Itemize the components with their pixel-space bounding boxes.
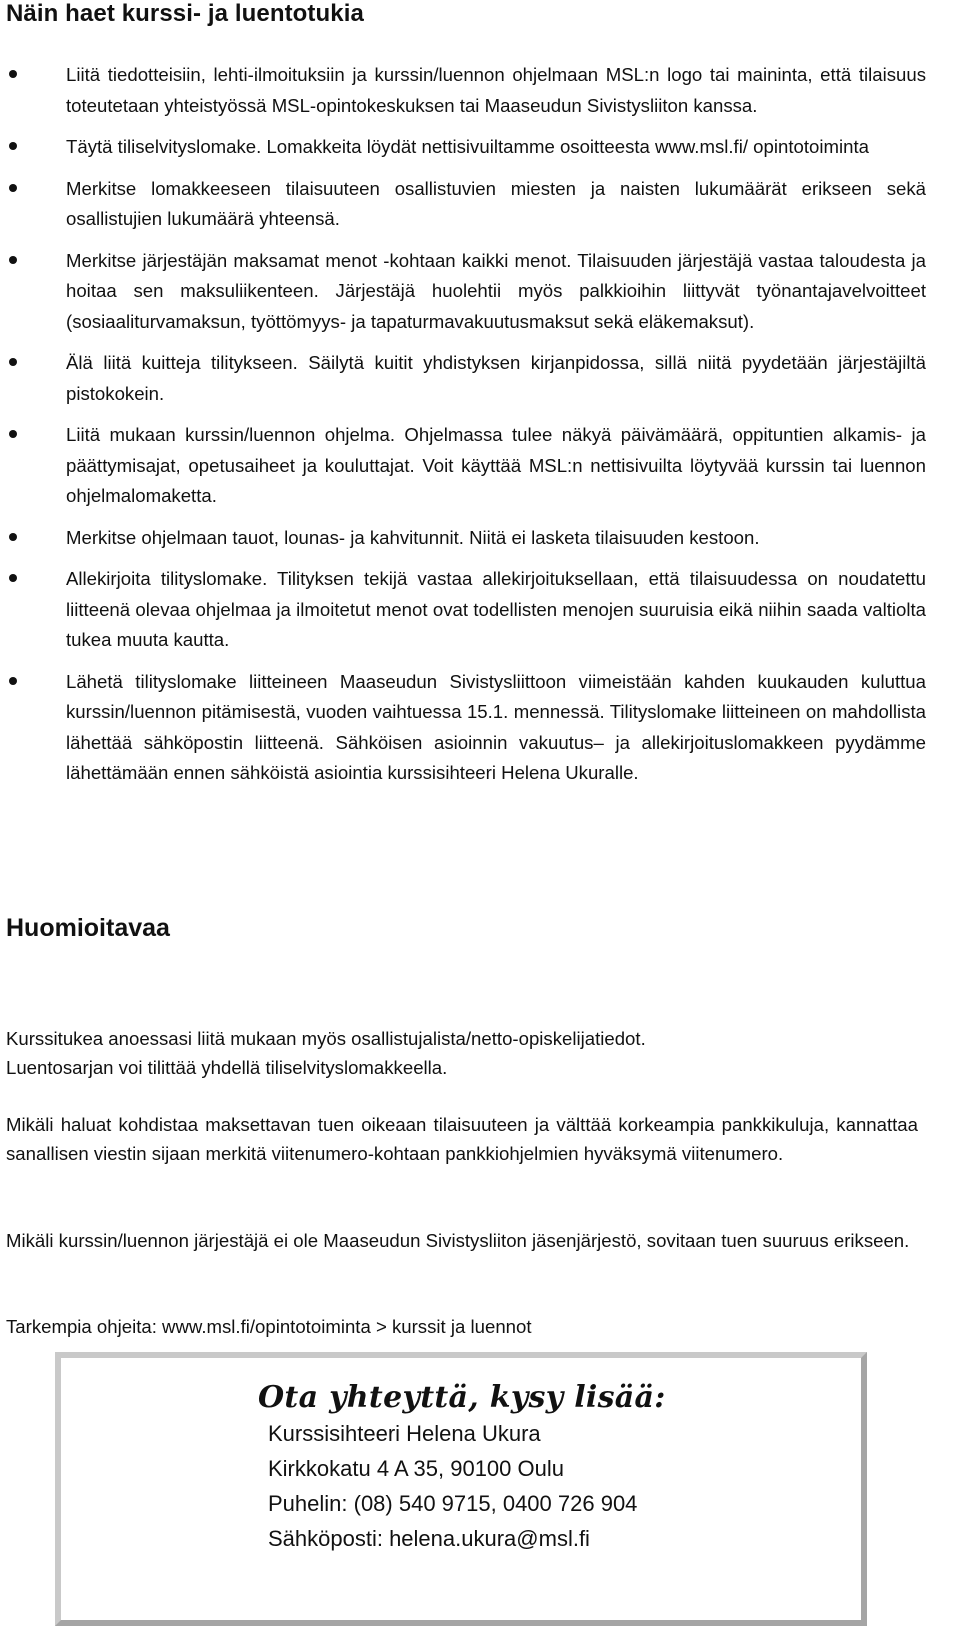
instruction-text: Allekirjoita tilityslomake. Tilityksen tekijä vastaa allekirjoituksellaan, että tilaisuudessa on noudatettu liitteenä olevaa ohjelmaa ja ilmoitetut menot ovat todellisten menojen suuruisia eikä niihin saada valtiolta tukea muuta kautta. bbox=[66, 568, 926, 650]
instruction-text: Merkitse ohjelmaan tauot, lounas- ja kahvitunnit. Niitä ei lasketa tilaisuuden kestoon. bbox=[66, 526, 760, 548]
bullet-icon bbox=[9, 256, 17, 264]
instruction-item bbox=[0, 564, 926, 656]
instruction-text: Merkitse järjestäjän maksamat menot -kohtaan kaikki menot. Tilaisuuden järjestäjä vastaa taloudesta ja hoitaa sen maksuliikenteen. Järjestäjä huolehtii myös palkkioihin liittyvät työnantajavelvoitteet (sosiaaliturvamaksun, työttömyys- ja tapaturmavakuutusmaksut sekä eläkemaksut). bbox=[66, 249, 926, 332]
contact-phone: Puhelin: (08) 540 9715, 0400 726 904 bbox=[268, 1491, 638, 1516]
instruction-item bbox=[0, 667, 926, 789]
bullet-icon bbox=[9, 574, 17, 582]
instruction-item bbox=[0, 60, 926, 121]
bullet-icon bbox=[9, 142, 17, 150]
instruction-text: Täytä tiliselvityslomake. Lomakkeita löydät nettisivuiltamme osoitteesta www.msl.fi/ opintotoiminta bbox=[66, 136, 869, 157]
contact-address: Kirkkokatu 4 A 35, 90100 Oulu bbox=[268, 1456, 564, 1481]
instruction-item bbox=[0, 246, 926, 338]
bullet-icon bbox=[9, 184, 17, 192]
instruction-text: Liitä tiedotteisiin, lehti-ilmoituksiin ja kurssin/luennon ohjelmaan MSL:n logo tai maininta, että tilaisuus toteutetaan yhteistyössä MSL-opintokeskuksen tai Maaseudun Sivistysliiton kanssa. bbox=[66, 64, 926, 116]
notes-heading: Huomioitavaa bbox=[6, 914, 170, 942]
instruction-text: Liitä mukaan kurssin/luennon ohjelma. Ohjelmassa tulee näkyä päivämäärä, oppituntien alkamis- ja päättymisajat, opetusaiheet ja kouluttajat. Voit käyttää MSL:n nettisivuilta löytyvää kurssin tai luennon ohjelmalomaketta. bbox=[66, 424, 926, 506]
notes-paragraph-2: Mikäli haluat kohdistaa maksettavan tuen oikeaan tilaisuuteen ja välttää korkeampia pankkikuluja, kannattaa sanallisen viestin sijaan merkitä viitenumero-kohtaan pankkiohjelmien hyväksymä viitenumero. bbox=[6, 1114, 918, 1164]
instruction-list bbox=[0, 60, 960, 800]
notes-paragraph-4: Tarkempia ohjeita: www.msl.fi/opintotoiminta > kurssit ja luennot bbox=[6, 1316, 532, 1337]
instruction-text: Lähetä tilityslomake liitteineen Maaseudun Sivistysliittoon viimeistään kahden kuukauden kuluttua kurssin/luennon pitämisestä, vuoden vaihtuessa 15.1. mennessä. Tilityslomake liitteineen on mahdollista lähettää sähköpostin liitteenä. Sähköisen asioinnin vakuutus– ja allekirjoituslomakkeen pyydämme lähettämään ennen sähköistä asiointia kurssisihteeri Helena Ukuralle. bbox=[66, 670, 926, 783]
instruction-item bbox=[0, 420, 926, 512]
bullet-icon bbox=[9, 677, 17, 685]
notes-line: Luentosarjan voi tilittää yhdellä tiliselvityslomakkeella. bbox=[6, 1057, 448, 1078]
contact-box bbox=[55, 1352, 867, 1626]
instruction-item bbox=[0, 174, 926, 235]
notes-paragraph-1 bbox=[6, 1024, 918, 1082]
instruction-text: Merkitse lomakkeeseen tilaisuuteen osallistuvien miesten ja naisten lukumäärät erikseen sekä osallistujien lukumäärä yhteensä. bbox=[66, 177, 926, 229]
instruction-text: Älä liitä kuitteja tilitykseen. Säilytä kuitit yhdistyksen kirjanpidossa, sillä niitä pyydetään järjestäjiltä pistokokein. bbox=[66, 352, 926, 404]
instruction-item bbox=[0, 132, 926, 163]
instruction-item bbox=[0, 348, 926, 409]
contact-name: Kurssisihteeri Helena Ukura bbox=[268, 1421, 541, 1446]
contact-heading: Ota yhteyttä, kysy lisää: bbox=[258, 1380, 666, 1415]
contact-details bbox=[268, 1416, 637, 1556]
contact-email: Sähköposti: helena.ukura@msl.fi bbox=[268, 1526, 590, 1551]
instruction-item bbox=[0, 523, 926, 554]
bullet-icon bbox=[9, 533, 17, 541]
page-title: Näin haet kurssi- ja luentotukia bbox=[6, 0, 364, 27]
bullet-icon bbox=[9, 358, 17, 366]
notes-paragraph-3: Mikäli kurssin/luennon järjestäjä ei ole Maaseudun Sivistysliiton jäsenjärjestö, sovitaan tuen suuruus erikseen. bbox=[6, 1230, 910, 1251]
notes-line: Kurssitukea anoessasi liitä mukaan myös osallistujalista/netto-opiskelijatiedot. bbox=[6, 1028, 646, 1049]
bullet-icon bbox=[9, 70, 17, 78]
bullet-icon bbox=[9, 430, 17, 438]
